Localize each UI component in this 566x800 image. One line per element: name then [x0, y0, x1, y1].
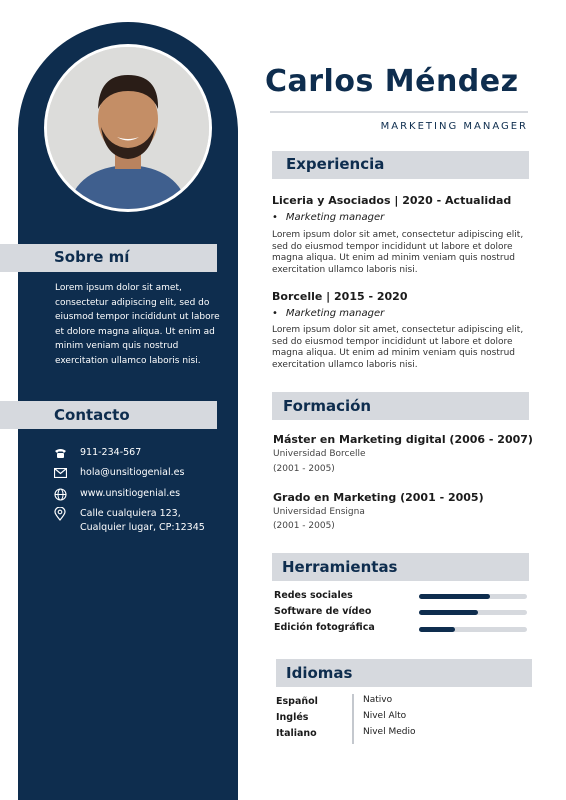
- contact-title: Contacto: [54, 406, 130, 424]
- education-title: Formación: [283, 397, 372, 415]
- address-line-1: Calle cualquiera 123,: [80, 508, 181, 519]
- candidate-name: Carlos Méndez: [265, 64, 519, 99]
- education-2-degree: Grado en Marketing (2001 - 2005): [273, 491, 484, 504]
- language-3-name: Italiano: [276, 728, 317, 739]
- job-2-role: • Marketing manager: [272, 308, 385, 319]
- tool-2-bar-fill: [419, 610, 478, 615]
- job-2-description: Lorem ipsum dolor sit amet, consectetur adipiscing elit, sed do eiusmod tempor incididunt ut labore et dolore magna aliqua. Ut enim ad minim veniam quis nostrud exercitation ullamco laboris nisi.: [272, 325, 524, 370]
- language-1-name: Español: [276, 696, 318, 707]
- education-1-school: Universidad Borcelle: [273, 449, 366, 459]
- tool-3-label: Edición fotográfica: [274, 622, 375, 633]
- language-2-level: Nivel Alto: [363, 711, 407, 721]
- location-pin-icon: [52, 507, 68, 521]
- experience-title: Experiencia: [286, 155, 385, 173]
- job-1-role: • Marketing manager: [272, 212, 385, 223]
- tool-1-bar: [419, 594, 527, 599]
- language-3-level: Nivel Medio: [363, 727, 416, 737]
- portrait-image: [47, 47, 209, 209]
- tool-3-bar-fill: [419, 627, 455, 632]
- email-icon: [52, 466, 68, 480]
- education-1-years: (2001 - 2005): [273, 464, 335, 474]
- job-2-role-text: Marketing manager: [285, 308, 385, 319]
- profile-photo: [44, 44, 212, 212]
- contact-address: [52, 507, 205, 535]
- about-title: Sobre mí: [54, 248, 130, 266]
- languages-title: Idiomas: [286, 664, 353, 682]
- globe-icon: [52, 487, 68, 501]
- job-2-heading: Borcelle | 2015 - 2020: [272, 290, 408, 303]
- job-1-heading: Liceria y Asociados | 2020 - Actualidad: [272, 194, 512, 207]
- education-1-degree: Máster en Marketing digital (2006 - 2007): [273, 433, 533, 446]
- email-text: hola@unsitiogenial.es: [80, 467, 185, 478]
- phone-text: 911-234-567: [80, 447, 142, 458]
- contact-phone[interactable]: [52, 446, 141, 460]
- tool-3-bar: [419, 627, 527, 632]
- tool-2-label: Software de vídeo: [274, 606, 372, 617]
- website-text: www.unsitiogenial.es: [80, 488, 181, 499]
- tool-1-label: Redes sociales: [274, 590, 353, 601]
- phone-icon: [52, 446, 68, 460]
- language-1-level: Nativo: [363, 695, 393, 705]
- candidate-role: MARKETING MANAGER: [380, 121, 528, 132]
- job-1-description: Lorem ipsum dolor sit amet, consectetur adipiscing elit, sed do eiusmod tempor incididunt ut labore et dolore magna aliqua. Ut enim ad minim veniam quis nostrud exercitation ullamco laboris nisi.: [272, 230, 524, 275]
- contact-website[interactable]: [52, 487, 180, 501]
- job-1-role-text: Marketing manager: [285, 212, 385, 223]
- languages-divider: [352, 694, 354, 744]
- tool-2-bar: [419, 610, 527, 615]
- address-line-2: Cualquier lugar, CP:12345: [80, 522, 205, 533]
- name-divider: [270, 111, 528, 113]
- tool-1-bar-fill: [419, 594, 490, 599]
- education-2-school: Universidad Ensigna: [273, 507, 365, 517]
- tools-title: Herramientas: [282, 558, 398, 576]
- education-2-years: (2001 - 2005): [273, 521, 335, 531]
- language-2-name: Inglés: [276, 712, 309, 723]
- about-text: Lorem ipsum dolor sit amet, consectetur adipiscing elit, sed do eiusmod tempor incididunt ut labore et dolore magna aliqua. Ut enim ad minim veniam quis nostrud exercitation ullamco laboris nisi.: [55, 283, 220, 366]
- contact-email[interactable]: [52, 466, 184, 480]
